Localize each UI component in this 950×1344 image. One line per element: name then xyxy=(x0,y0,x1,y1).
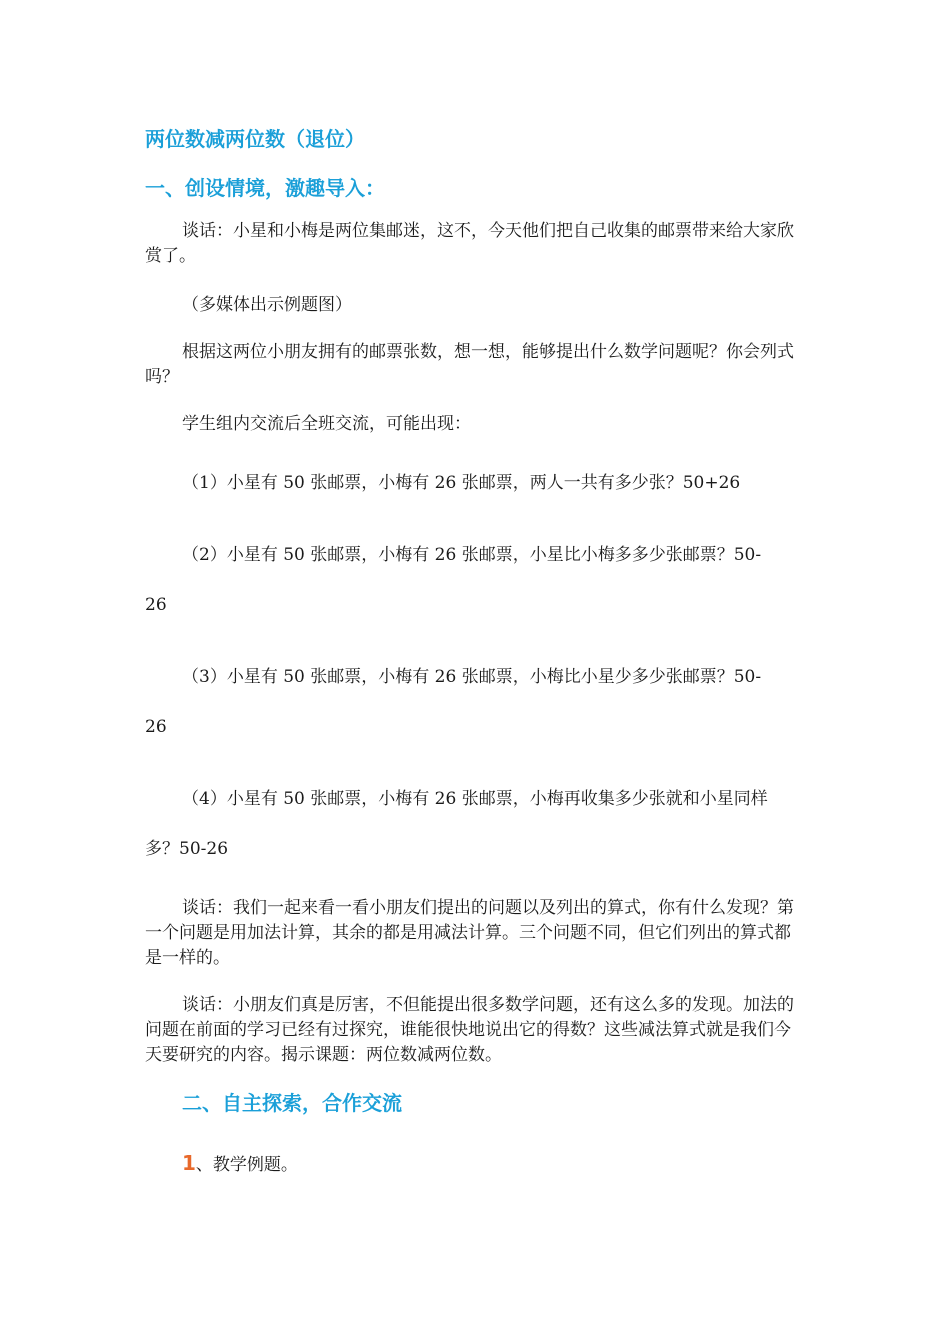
list-item-text: 、教学例题。 xyxy=(195,1155,298,1175)
paragraph-exchange: 学生组内交流后全班交流，可能出现： xyxy=(182,414,471,434)
question-1: （1）小星有 50 张邮票，小梅有 26 张邮票，两人一共有多少张？50+26 xyxy=(182,473,741,493)
list-item-number: 1 xyxy=(182,1151,196,1175)
section-heading-1: 一、创设情境，激趣导入： xyxy=(145,176,385,200)
question-3-line-2: 26 xyxy=(145,717,167,737)
question-2-line-1: （2）小星有 50 张邮票，小梅有 26 张邮票，小星比小梅多多少张邮票？50- xyxy=(182,545,762,565)
paragraph-intro: 谈话：小星和小梅是两位集邮迷，这不，今天他们把自己收集的邮票带来给大家欣赏了。 xyxy=(145,221,794,266)
question-3-line-1: （3）小星有 50 张邮票，小梅有 26 张邮票，小梅比小星少多少张邮票？50- xyxy=(182,667,762,687)
paragraph-multimedia: （多媒体出示例题图） xyxy=(182,295,352,315)
paragraph-topic-reveal: 谈话：小朋友们真是厉害，不但能提出很多数学问题，还有这么多的发现。加法的问题在前面的学习已经有过探究，谁能很快地说出它的得数？这些减法算式就是我们今天要研究的内容。揭示课题：两位数减两位数。 xyxy=(145,995,794,1065)
paragraph-question-prompt: 根据这两位小朋友拥有的邮票张数，想一想，能够提出什么数学问题呢？你会列式吗？ xyxy=(145,342,794,387)
paragraph-discovery: 谈话：我们一起来看一看小朋友们提出的问题以及列出的算式，你有什么发现？第一个问题是用加法计算，其余的都是用减法计算。三个问题不同，但它们列出的算式都是一样的。 xyxy=(145,898,794,968)
question-2-line-2: 26 xyxy=(145,595,167,615)
section-heading-2: 二、自主探索，合作交流 xyxy=(182,1091,402,1115)
list-item-teaching-example xyxy=(182,1151,298,1178)
question-4-line-2: 多？50-26 xyxy=(145,839,229,859)
question-4-line-1: （4）小星有 50 张邮票，小梅有 26 张邮票，小梅再收集多少张就和小星同样 xyxy=(182,789,768,809)
document-title: 两位数减两位数（退位） xyxy=(145,127,365,151)
